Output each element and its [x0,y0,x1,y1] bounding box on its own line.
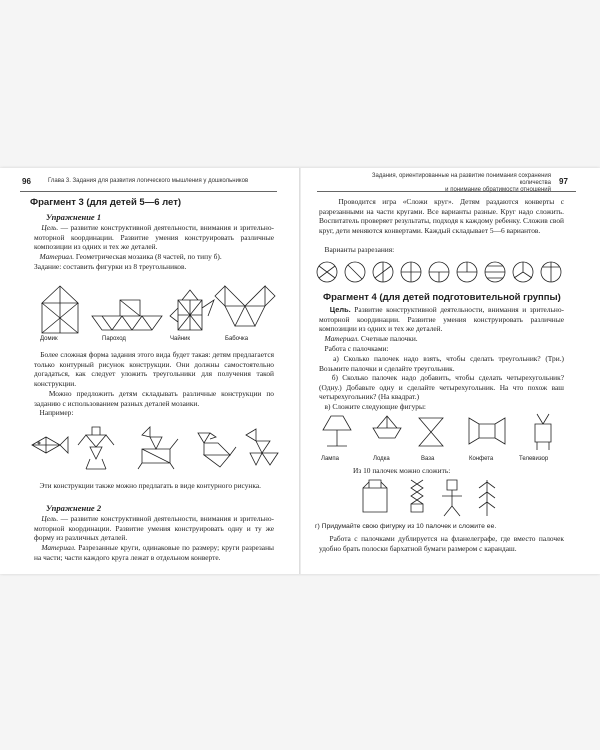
tv-figure [535,414,551,450]
fragment-goal: Цель. Развитие конструктивной деятельности, внимания и зрительно-моторной координации. Развитие умения конструировать различные композиции из одних и тех же деталей. [319,305,564,334]
fragment-title: Фрагмент 3 (для детей 5—6 лет) [30,197,182,208]
fragment-material: Материал. Счетные палочки. [324,334,418,343]
figure-label: Конфета [469,456,494,462]
butterfly-figure [215,286,275,326]
candy-figure [469,418,505,444]
circle-variant [485,262,505,282]
exercise-material: Материал. Геометрическая мозаика (8 частей, по типу б). [39,252,222,261]
circle-variant [429,262,449,282]
circle-variant [373,262,393,282]
paragraph: Из 10 палочек можно сложить: [353,466,451,475]
circle-variant [541,262,561,282]
question-b: б) Сколько палочек надо добавить, чтобы сделать четырехугольник? (Одну.) Добавьте одну и сделайте четырехугольник. На что похож ваш четырехугольник? (На квадрат.) [319,373,564,402]
figure-label: Лампа [321,456,339,462]
exercise-goal: Цель. — развитие конструктивной деятельности, внимания и зрительно-моторной координации. Развитие умения конструировать одну и ту же форму из различных деталей. [34,514,274,543]
bird-figure [246,429,278,465]
book-spread [0,168,600,574]
circle-variant [457,262,477,282]
figure-label: Ваза [421,456,435,462]
figure-label: Бабочка [225,336,249,342]
lamp-figure [323,416,351,446]
circle-variant [317,262,337,282]
paragraph: Можно предложить детям складывать различные конструкции по заданию с использованием разных деталей мозаики. [34,389,274,408]
circle-variants [315,260,565,286]
vase-figure [419,418,443,446]
header-rule [317,191,576,192]
exercise-goal: Цель. — развитие конструктивной деятельности, внимания и зрительно-моторной координации. Развитие умения конструировать различные композиции из одних и тех же деталей. [34,223,274,252]
question-c: в) Сложите следующие фигуры: [324,402,426,411]
right-page [301,168,600,574]
boat-figure [373,416,401,438]
stick-figure [479,480,495,516]
paragraph: Более сложная форма задания этого вида будет такая: детям предлагается только контурный рисунок конструкции. Они должны самостоятельно догадаться, как следует уложить треугольники для получения такой конструкции. [34,350,274,388]
stick-figure [442,480,462,516]
stick-figure [411,480,423,512]
stick-figure [363,480,387,512]
paragraph: Проводится игра «Сложи круг». Детям раздаются конверты с разрезанными на части кругами. Все варианты разные. Круг надо сложить. Воспитатель проверяет результаты, подходя к каждому ребенку. Сложив свой круг, дети меняются конвертами. Каждый складывает 5—6 вариантов. [319,197,564,235]
house-figure [42,286,78,333]
header-rule [20,191,277,192]
figure-label: Чайник [170,336,190,342]
figure-label: Телевизор [519,456,549,462]
figure-label: Пароход [102,336,126,342]
stick-figures [315,412,565,458]
left-page [0,168,299,574]
paragraph: Например: [39,408,74,417]
exercise-title: Упражнение 2 [46,503,102,513]
fragment-title: Фрагмент 4 (для детей подготовительной группы) [323,292,561,303]
task-g: г) Придумайте свою фигурку из 10 палочек и сложите ее. [315,523,497,530]
circle-variant [345,262,365,282]
fish-figure [32,437,68,453]
paragraph: Варианты разрезания: [324,245,395,254]
steamer-figure [92,300,162,330]
duck-figure [198,433,236,467]
circle-variant [513,262,533,282]
circle-variant [401,262,421,282]
running-header: Задания, ориентированные на развитие понимания сохранения количества и понимание обратимости отношений [371,173,551,193]
figure-label: Лодка [373,456,390,462]
mosaic-figures [30,423,280,475]
figure-label: Домик [40,336,58,342]
paragraph: Эти конструкции также можно предлагать в виде контурного рисунка. [39,481,261,490]
exercise-task: Задание: составить фигурки из 8 треугольников. [34,262,187,271]
exercise-material: Материал. Разрезанные круги, одинаковые по размеру; круги разрезаны на части; части каждого круга лежат в отдельном конверте. [34,543,275,562]
ten-stick-figures [351,478,501,520]
footer-paragraph: Работа с палочками дублируется на фланелеграфе, где вместо палочек удобно брать полоски бархатной бумаги размером с карандаш. [319,534,564,553]
question-a: а) Сколько палочек надо взять, чтобы сделать треугольник? (Три.) Возьмите палочки и сделайте треугольник. [319,354,565,373]
cat-figure [138,427,178,469]
running-header: Глава 3. Задания для развития логического мышления у дошкольников [48,178,249,184]
teapot-figure [170,290,214,330]
paragraph: Работа с палочками: [324,344,389,353]
page-number: 97 [559,177,568,186]
exercise-title: Упражнение 1 [46,212,102,222]
page-number: 96 [22,177,31,186]
man-figure [78,427,114,469]
